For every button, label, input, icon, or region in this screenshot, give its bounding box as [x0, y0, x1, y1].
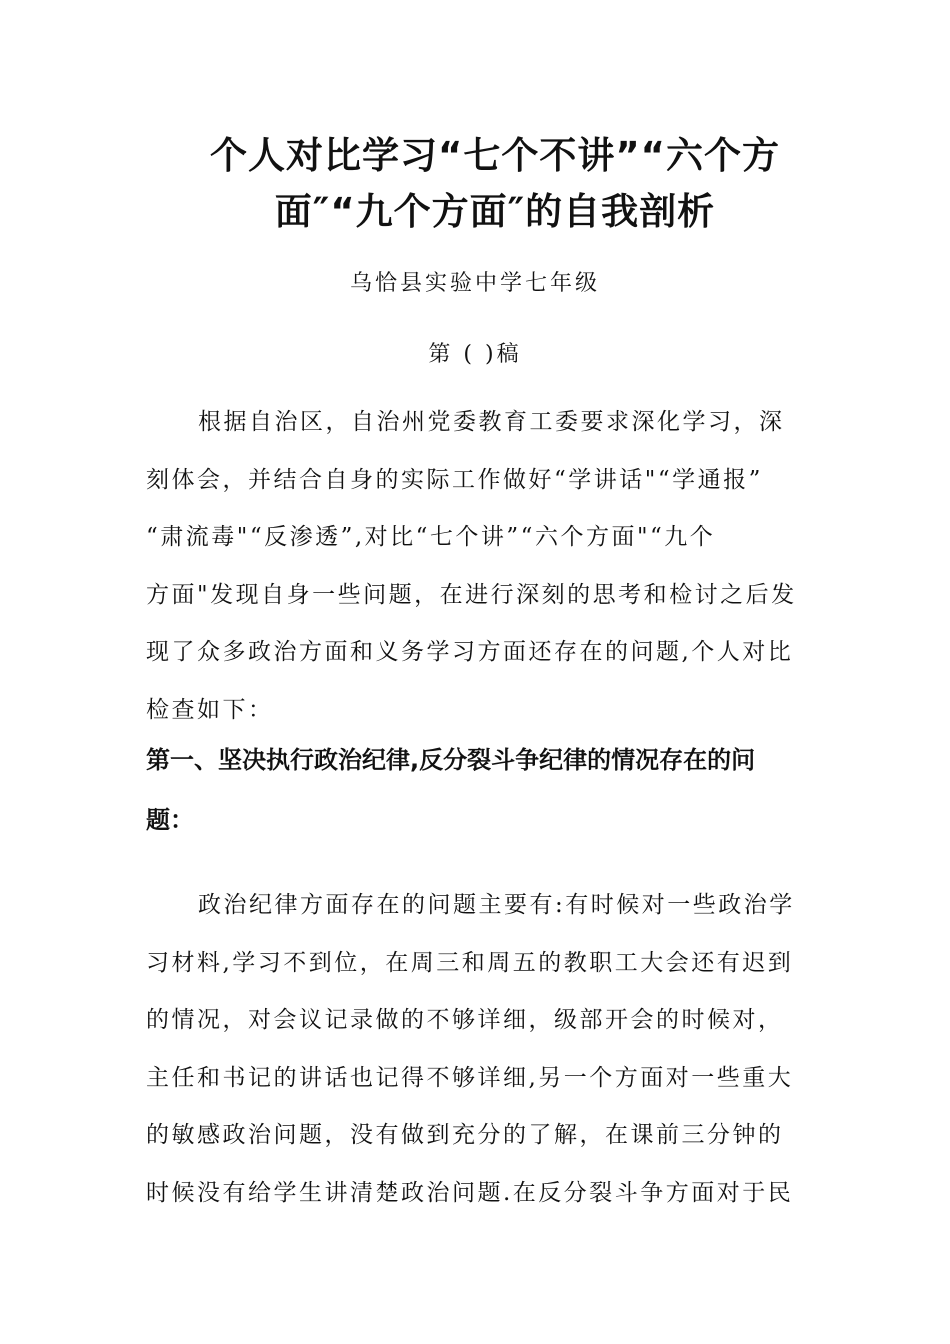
- paragraph-line: 现了众多政治方面和义务学习方面还存在的问题,个人对比: [146, 639, 794, 665]
- document-title: [140, 128, 850, 240]
- paragraph-line: 主任和书记的讲话也记得不够详细,另一个方面对一些重大: [146, 1064, 794, 1091]
- paragraph-line: “肃流毒"“反渗透”,对比“七个讲”“六个方面"“九个: [146, 524, 716, 550]
- paragraph-line: 习材料,学习不到位，在周三和周五的教职工大会还有迟到: [146, 949, 794, 976]
- draft-label: 第 ( )稿: [428, 342, 522, 367]
- heading-line: 题：: [146, 806, 194, 834]
- paragraph-line: 政治纪律方面存在的问题主要有:有时候对一些政治学: [198, 892, 795, 918]
- paragraph-line: 的情况，对会议记录做的不够详细，级部开会的时候对，: [146, 1007, 784, 1033]
- paragraph-line: 根据自治区，自治州党委教育工委要求深化学习，深: [198, 409, 785, 435]
- paragraph-line: 检查如下：: [146, 696, 274, 723]
- paragraph-line: 方面"发现自身一些问题，在进行深刻的思考和检讨之后发: [146, 581, 797, 608]
- paragraph-line: 的敏感政治问题，没有做到充分的了解，在课前三分钟的: [146, 1122, 784, 1148]
- section-heading: [146, 730, 806, 850]
- school-subtitle: 乌恰县实验中学七年级: [349, 271, 600, 296]
- title-line: 个人对比学习“七个不讲”“六个方: [210, 134, 780, 177]
- paragraph-line: 时候没有给学生讲清楚政治问题.在反分裂斗争方面对于民: [146, 1179, 794, 1206]
- paragraph-line: 刻体会，并结合自身的实际工作做好“学讲话"“学通报”: [146, 466, 763, 493]
- heading-line: 第一、坚决执行政治纪律,反分裂斗争纪律的情况存在的问: [146, 746, 756, 774]
- title-line: 面″“九个方面″的自我剖析: [274, 190, 716, 233]
- section-paragraph: [146, 877, 806, 1337]
- intro-paragraph: [146, 394, 806, 739]
